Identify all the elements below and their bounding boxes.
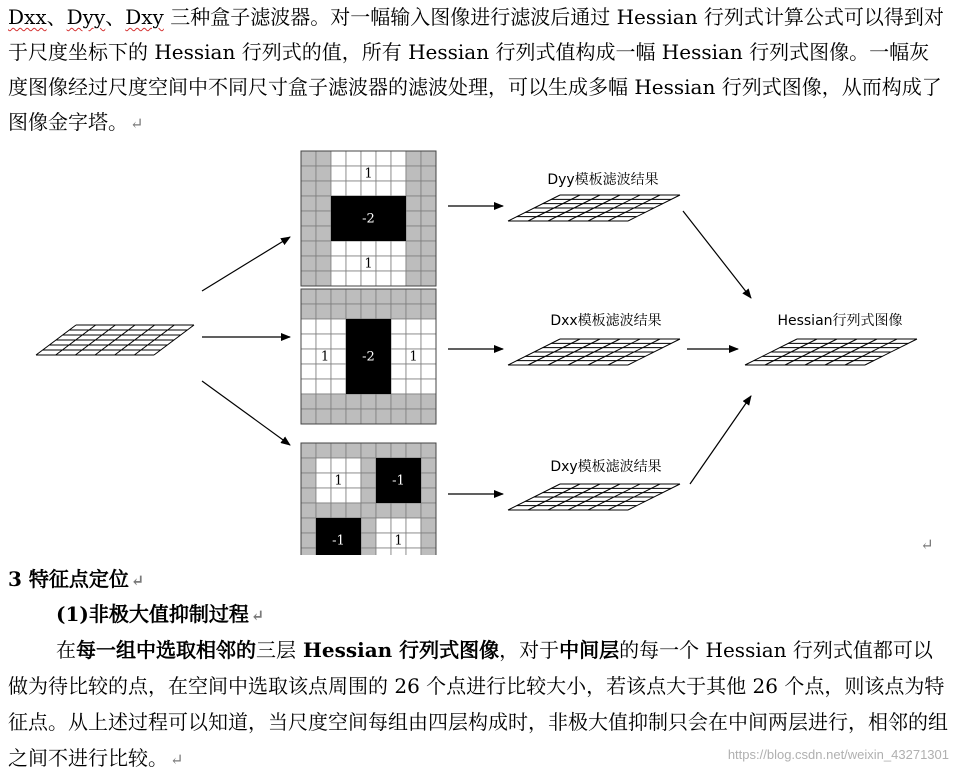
- template-cell: [406, 533, 421, 548]
- template-cell: [301, 533, 316, 548]
- dxy-box-filter-template: [301, 443, 436, 555]
- template-cell: [331, 379, 346, 394]
- template-cell: [376, 166, 391, 181]
- template-cell: [331, 443, 346, 458]
- template-cell: [301, 181, 316, 196]
- intro-paragraph: [8, 0, 948, 141]
- template-cell: [406, 181, 421, 196]
- template-cell: [316, 211, 331, 226]
- template-cell: [301, 319, 316, 334]
- template-cell: [346, 443, 361, 458]
- subsection-heading-text: (1)非极大值抑制过程: [56, 602, 249, 626]
- template-cell: [316, 289, 331, 304]
- template-cell: [406, 394, 421, 409]
- arrow-to-dxy: [202, 381, 290, 445]
- hessian-result-label: Hessian行列式图像: [777, 313, 903, 329]
- template-cell: [316, 488, 331, 503]
- template-cell: [391, 548, 406, 555]
- template-weight-label: 1: [320, 349, 330, 365]
- template-cell: [316, 503, 331, 518]
- template-cell: [421, 211, 436, 226]
- template-cell: [301, 304, 316, 319]
- template-cell: [301, 196, 316, 211]
- template-cell: [376, 503, 391, 518]
- template-cell: [406, 289, 421, 304]
- hessian-result-grid: [745, 339, 917, 365]
- arrow-to-dyy: [202, 237, 290, 291]
- template-cell: [376, 443, 391, 458]
- template-cell: [406, 211, 421, 226]
- template-cell: [391, 443, 406, 458]
- template-cell: [376, 271, 391, 286]
- template-cell: [331, 488, 346, 503]
- template-cell: [301, 364, 316, 379]
- template-cell: [376, 548, 391, 555]
- template-cell: [376, 304, 391, 319]
- template-cell: [421, 196, 436, 211]
- paragraph-mark-icon: ↵: [250, 606, 265, 625]
- template-weight-label: 1: [394, 533, 403, 549]
- template-cell: [361, 443, 376, 458]
- template-cell: [391, 271, 406, 286]
- template-cell: [406, 364, 421, 379]
- template-cell: [331, 503, 346, 518]
- template-cell: [361, 503, 376, 518]
- template-cell: [316, 226, 331, 241]
- template-weight-label: -1: [332, 533, 345, 549]
- dyy-box-filter-template: [301, 151, 436, 286]
- paragraph-mark-icon: ↵: [170, 750, 184, 769]
- template-cell: [376, 241, 391, 256]
- template-cell: [361, 304, 376, 319]
- template-cell: [421, 394, 436, 409]
- template-cell: [391, 166, 406, 181]
- template-cell: [301, 379, 316, 394]
- template-cell: [376, 256, 391, 271]
- template-cell: [391, 349, 406, 364]
- paragraph-mark-icon: ↵: [130, 114, 144, 133]
- nms-text-3: Hessian 行列式图像: [296, 638, 500, 662]
- arrow-dyy-to-hessian: [683, 211, 751, 298]
- template-weight-label: 1: [409, 349, 418, 365]
- template-cell: [346, 256, 361, 271]
- template-cell: [301, 151, 316, 166]
- template-cell: [316, 319, 331, 334]
- template-cell: [361, 289, 376, 304]
- template-cell: [421, 379, 436, 394]
- template-cell: [346, 151, 361, 166]
- template-cell: [361, 473, 376, 488]
- template-cell: [331, 256, 346, 271]
- filter-name-dyy: Dyy: [66, 5, 106, 29]
- template-cell: [361, 488, 376, 503]
- template-cell: [421, 458, 436, 473]
- template-cell: [406, 548, 421, 555]
- template-weight-label: 1: [364, 256, 373, 272]
- template-cell: [361, 394, 376, 409]
- template-cell: [421, 256, 436, 271]
- template-cell: [301, 548, 316, 555]
- template-cell: [391, 364, 406, 379]
- csdn-watermark: https://blog.csdn.net/weixin_43271301: [727, 747, 949, 762]
- subsection-heading: [56, 600, 264, 630]
- template-cell: [376, 181, 391, 196]
- nms-text-0: 在: [56, 638, 76, 662]
- template-cell: [361, 181, 376, 196]
- template-cell: [361, 518, 376, 533]
- template-cell: [316, 364, 331, 379]
- template-cell: [406, 271, 421, 286]
- template-cell: [376, 518, 391, 533]
- paragraph-mark-icon: ↵: [920, 535, 934, 554]
- template-cell: [361, 241, 376, 256]
- template-cell: [331, 394, 346, 409]
- nms-text-4: ，对于: [499, 638, 560, 662]
- template-cell: [346, 289, 361, 304]
- template-cell: [406, 151, 421, 166]
- input-image-grid: [36, 325, 194, 355]
- template-cell: [391, 503, 406, 518]
- template-cell: [376, 289, 391, 304]
- template-cell: [346, 304, 361, 319]
- template-cell: [301, 349, 316, 364]
- template-cell: [346, 166, 361, 181]
- template-cell: [331, 334, 346, 349]
- template-cell: [421, 334, 436, 349]
- template-cell: [361, 533, 376, 548]
- template-cell: [316, 256, 331, 271]
- template-cell: [376, 533, 391, 548]
- template-cell: [331, 166, 346, 181]
- template-cell: [301, 241, 316, 256]
- template-cell: [331, 271, 346, 286]
- template-cell: [391, 256, 406, 271]
- template-cell: [421, 548, 436, 555]
- template-cell: [316, 458, 331, 473]
- nms-text-5: 中间层: [559, 638, 620, 662]
- template-cell: [331, 241, 346, 256]
- template-cell: [421, 319, 436, 334]
- template-cell: [391, 181, 406, 196]
- template-cell: [301, 226, 316, 241]
- template-weight-label: 1: [334, 473, 343, 489]
- template-cell: [421, 271, 436, 286]
- filter-name-dxy: Dxy: [125, 5, 164, 29]
- template-cell: [406, 241, 421, 256]
- template-cell: [331, 289, 346, 304]
- paragraph-mark-icon: ↵: [130, 571, 145, 590]
- template-cell: [301, 271, 316, 286]
- nms-text-1: 每一组中选取相邻的: [76, 638, 256, 662]
- template-cell: [346, 181, 361, 196]
- template-cell: [406, 379, 421, 394]
- template-cell: [301, 289, 316, 304]
- dxx-result-label: Dxx模板滤波结果: [550, 313, 662, 329]
- template-cell: [301, 458, 316, 473]
- template-cell: [301, 394, 316, 409]
- template-cell: [301, 503, 316, 518]
- template-cell: [331, 181, 346, 196]
- template-cell: [406, 503, 421, 518]
- template-cell: [406, 166, 421, 181]
- template-cell: [421, 443, 436, 458]
- template-weight-label: -2: [362, 349, 375, 365]
- template-cell: [391, 379, 406, 394]
- template-cell: [376, 151, 391, 166]
- template-cell: [301, 334, 316, 349]
- template-cell: [316, 271, 331, 286]
- template-cell: [331, 151, 346, 166]
- template-cell: [301, 473, 316, 488]
- template-cell: [301, 256, 316, 271]
- template-cell: [346, 458, 361, 473]
- template-cell: [361, 271, 376, 286]
- nms-text-6: 的每一个 Hessian 行列式值都可以做为待比较的点，在空间中选取该点周围的 26 个点进行比较大小，若该点大于其他 26 个点，则该点为特征点。从上述过程可以知道，当尺度空间每组由四层构成时，非极大值抑制只会在中间两层进行，相邻的组之间不进行比较。: [8, 638, 948, 770]
- template-weight-label: -1: [392, 473, 405, 489]
- template-cell: [391, 518, 406, 533]
- template-cell: [421, 226, 436, 241]
- template-cell: [391, 394, 406, 409]
- template-cell: [391, 304, 406, 319]
- hessian-pipeline-diagram: [0, 143, 957, 555]
- template-weight-label: 1: [364, 166, 373, 182]
- dyy-result-label: Dyy模板滤波结果: [547, 172, 659, 188]
- template-cell: [421, 241, 436, 256]
- template-cell: [346, 473, 361, 488]
- dyy-result-grid: [508, 195, 680, 221]
- template-cell: [331, 349, 346, 364]
- template-cell: [421, 473, 436, 488]
- template-cell: [346, 409, 361, 424]
- template-weight-label: -2: [362, 211, 375, 227]
- template-cell: [406, 409, 421, 424]
- template-cell: [331, 364, 346, 379]
- template-cell: [406, 518, 421, 533]
- template-cell: [301, 409, 316, 424]
- template-cell: [331, 458, 346, 473]
- template-cell: [316, 443, 331, 458]
- template-cell: [316, 473, 331, 488]
- template-cell: [316, 196, 331, 211]
- dxx-box-filter-template: [301, 289, 436, 424]
- template-cell: [391, 151, 406, 166]
- template-cell: [301, 211, 316, 226]
- template-cell: [316, 304, 331, 319]
- template-cell: [346, 503, 361, 518]
- template-cell: [316, 409, 331, 424]
- arrow-dxy-to-hessian: [690, 396, 751, 484]
- template-cell: [391, 334, 406, 349]
- template-cell: [391, 409, 406, 424]
- nms-text-2: 三层: [256, 638, 296, 662]
- template-cell: [406, 319, 421, 334]
- template-cell: [421, 518, 436, 533]
- template-cell: [376, 409, 391, 424]
- template-cell: [406, 196, 421, 211]
- template-cell: [346, 488, 361, 503]
- template-cell: [361, 458, 376, 473]
- template-cell: [301, 488, 316, 503]
- template-cell: [406, 334, 421, 349]
- template-cell: [346, 241, 361, 256]
- template-cell: [331, 304, 346, 319]
- dxy-result-label: Dxy模板滤波结果: [550, 459, 662, 475]
- template-cell: [346, 394, 361, 409]
- template-cell: [421, 289, 436, 304]
- template-cell: [316, 334, 331, 349]
- template-cell: [316, 151, 331, 166]
- template-cell: [421, 181, 436, 196]
- filter-name-dxx: Dxx: [8, 5, 47, 29]
- template-cell: [421, 364, 436, 379]
- intro-text: 三种盒子滤波器。对一幅输入图像进行滤波后通过 Hessian 行列式计算公式可以得到对于尺度坐标下的 Hessian 行列式的值，所有 Hessian 行列式值构成一幅 Hessian 行列式图像。一幅灰度图像经过尺度空间中不同尺寸盒子滤波器的滤波处理，可以生成多幅 Hessian 行列式图像，从而构成了图像金字塔。: [8, 5, 944, 134]
- template-cell: [406, 256, 421, 271]
- section-heading-text: 3 特征点定位: [8, 567, 129, 591]
- template-cell: [331, 409, 346, 424]
- template-cell: [376, 394, 391, 409]
- template-cell: [316, 181, 331, 196]
- template-cell: [421, 151, 436, 166]
- template-cell: [316, 166, 331, 181]
- template-cell: [316, 241, 331, 256]
- template-cell: [391, 241, 406, 256]
- template-cell: [391, 289, 406, 304]
- template-cell: [316, 394, 331, 409]
- template-cell: [406, 304, 421, 319]
- template-cell: [361, 548, 376, 555]
- template-cell: [391, 319, 406, 334]
- template-cell: [301, 443, 316, 458]
- separator: 、: [105, 5, 126, 29]
- template-cell: [301, 166, 316, 181]
- template-cell: [406, 226, 421, 241]
- template-cell: [406, 443, 421, 458]
- template-cell: [316, 379, 331, 394]
- template-cell: [361, 151, 376, 166]
- section-heading: [8, 565, 144, 595]
- template-cell: [361, 409, 376, 424]
- template-cell: [421, 488, 436, 503]
- template-cell: [301, 518, 316, 533]
- template-cell: [421, 409, 436, 424]
- template-cell: [331, 319, 346, 334]
- template-cell: [421, 503, 436, 518]
- template-cell: [421, 304, 436, 319]
- dxy-result-grid: [508, 484, 680, 510]
- template-cell: [421, 166, 436, 181]
- dxx-result-grid: [508, 339, 680, 365]
- template-cell: [421, 533, 436, 548]
- template-cell: [421, 349, 436, 364]
- template-cell: [346, 271, 361, 286]
- separator: 、: [46, 5, 67, 29]
